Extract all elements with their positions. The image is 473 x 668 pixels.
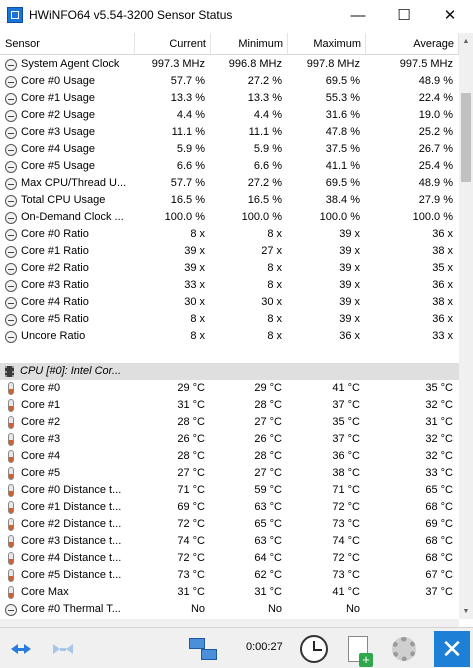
sensor-label: On-Demand Clock ... <box>21 211 124 223</box>
sensor-label: Core #1 <box>21 399 61 411</box>
elapsed-timer: 0:00:27 <box>246 641 283 653</box>
average-value-cell: 25.4 % <box>418 160 453 172</box>
average-value-cell: 26.7 % <box>418 143 453 155</box>
table-row[interactable] <box>0 448 459 465</box>
cpu-chip-icon <box>5 366 14 377</box>
thermometer-icon <box>8 433 14 446</box>
maximum-value-cell: No <box>345 603 360 615</box>
current-value-cell: 57.7 % <box>170 177 205 189</box>
clock-icon <box>5 59 17 71</box>
maximum-value-cell: 72 °C <box>332 501 360 513</box>
table-row[interactable] <box>0 243 459 260</box>
clock-icon <box>5 246 17 258</box>
sensor-name-cell <box>0 192 135 209</box>
sensor-name-cell <box>0 124 135 141</box>
current-value-cell: 100.0 % <box>164 211 205 223</box>
expand-arrows-button[interactable] <box>46 640 80 658</box>
maximum-value-cell: 36 °C <box>332 450 360 462</box>
maximum-value-cell: 39 x <box>339 245 360 257</box>
sensor-name-cell <box>0 550 135 567</box>
maximum-value-cell: 38 °C <box>332 467 360 479</box>
clock-icon <box>5 297 17 309</box>
table-row[interactable] <box>0 294 459 311</box>
current-value-cell: 997.3 MHz <box>151 58 205 70</box>
bottom-toolbar <box>0 627 473 668</box>
average-value-cell: 36 x <box>432 313 453 325</box>
collapse-arrows-button[interactable] <box>4 640 38 658</box>
current-value-cell: 28 °C <box>177 416 205 428</box>
average-value-cell: 31 °C <box>425 416 453 428</box>
maximum-value-cell: 41.1 % <box>325 160 360 172</box>
average-value-cell: 22.4 % <box>418 92 453 104</box>
sensor-label: Core #4 <box>21 450 61 462</box>
table-row[interactable] <box>0 175 459 192</box>
minimum-value-cell: 28 °C <box>254 399 282 411</box>
blank-row <box>0 345 459 363</box>
maximum-value-cell: 72 °C <box>332 552 360 564</box>
sensor-name-cell <box>0 482 135 499</box>
sensor-name-cell <box>0 533 135 550</box>
current-value-cell: 5.9 % <box>176 143 205 155</box>
current-value-cell: 8 x <box>190 330 205 342</box>
average-value-cell: 35 °C <box>425 382 453 394</box>
clock-icon <box>5 331 17 343</box>
minimum-value-cell: 6.6 % <box>253 160 282 172</box>
minimum-value-cell: 27 °C <box>254 467 282 479</box>
maximum-value-cell: 100.0 % <box>319 211 360 223</box>
thermometer-icon <box>8 467 14 480</box>
minimum-value-cell: 26 °C <box>254 433 282 445</box>
sensor-label: Core #5 Usage <box>21 160 95 172</box>
maximum-value-cell: 73 °C <box>332 518 360 530</box>
average-value-cell: 38 x <box>432 296 453 308</box>
sensor-label: Core #5 Distance t... <box>21 569 122 581</box>
minimum-value-cell: 63 °C <box>254 501 282 513</box>
maximum-value-cell: 39 x <box>339 228 360 240</box>
sensor-name-cell <box>0 397 135 414</box>
table-row[interactable] <box>0 192 459 209</box>
maximum-value-cell: 31.6 % <box>325 109 360 121</box>
sensor-label: Core #3 Usage <box>21 126 95 138</box>
average-value-cell: 68 °C <box>425 501 453 513</box>
sensor-label: Core #0 <box>21 382 61 394</box>
average-value-cell: 68 °C <box>425 552 453 564</box>
sensor-label: Core #0 Thermal T... <box>21 603 121 615</box>
arrow-right-icon <box>24 644 31 654</box>
thermometer-icon <box>8 552 14 565</box>
average-value-cell: 68 °C <box>425 535 453 547</box>
thermometer-icon <box>8 416 14 429</box>
average-value-cell: 19.0 % <box>418 109 453 121</box>
minimum-value-cell: 31 °C <box>254 586 282 598</box>
column-header-current[interactable]: Current <box>135 33 211 55</box>
minimum-value-cell: 62 °C <box>254 569 282 581</box>
current-value-cell: 57.7 % <box>170 75 205 87</box>
minimum-value-cell: 100.0 % <box>241 211 282 223</box>
thermometer-icon <box>8 484 14 497</box>
log-start-button[interactable] <box>340 633 376 665</box>
maximum-value-cell: 37 °C <box>332 433 360 445</box>
close-button[interactable]: ✕ <box>443 7 457 24</box>
arrow-left-dim-icon <box>66 644 73 654</box>
current-value-cell: 31 °C <box>177 399 205 411</box>
scroll-up-arrow-icon[interactable]: ▲ <box>462 37 470 45</box>
maximum-value-cell: 74 °C <box>332 535 360 547</box>
average-value-cell: 48.9 % <box>418 177 453 189</box>
reset-timer-button[interactable] <box>296 633 332 665</box>
current-value-cell: 39 x <box>184 245 205 257</box>
sensor-label: Total CPU Usage <box>21 194 106 206</box>
window-controls <box>335 0 473 30</box>
current-value-cell: 33 x <box>184 279 205 291</box>
sensor-name-cell <box>0 175 135 192</box>
sensor-table[interactable] <box>0 56 459 619</box>
minimum-value-cell: 30 x <box>261 296 282 308</box>
clock-icon <box>5 604 17 616</box>
minimum-value-cell: 27 °C <box>254 416 282 428</box>
current-value-cell: 39 x <box>184 262 205 274</box>
add-log-file-icon <box>348 636 368 662</box>
current-value-cell: 16.5 % <box>170 194 205 206</box>
average-value-cell: 36 x <box>432 228 453 240</box>
maximum-value-cell: 41 °C <box>332 382 360 394</box>
current-value-cell: 31 °C <box>177 586 205 598</box>
thermometer-icon <box>8 399 14 412</box>
sensor-label: Core #0 Usage <box>21 75 95 87</box>
scroll-down-arrow-icon[interactable]: ▼ <box>462 607 470 615</box>
sensor-name-cell <box>0 294 135 311</box>
table-row[interactable] <box>0 226 459 243</box>
sensor-label: Core #5 Ratio <box>21 313 89 325</box>
current-value-cell: 4.4 % <box>176 109 205 121</box>
thermometer-icon <box>8 586 14 599</box>
clock-icon <box>5 280 17 292</box>
sensor-name-cell <box>0 363 135 380</box>
scrollbar-thumb[interactable] <box>461 93 471 182</box>
average-value-cell: 67 °C <box>425 569 453 581</box>
average-value-cell: 36 x <box>432 279 453 291</box>
sensor-label: Max CPU/Thread U... <box>21 177 127 189</box>
clock-icon <box>5 178 17 190</box>
table-row[interactable] <box>0 431 459 448</box>
maximum-value-cell: 39 x <box>339 313 360 325</box>
window-title: HWiNFO64 v5.54-3200 Sensor Status <box>29 8 233 22</box>
sensor-label: Core #1 Distance t... <box>21 501 122 513</box>
sensor-label: Core #3 <box>21 433 61 445</box>
network-computers-icon <box>189 636 219 662</box>
maximum-value-cell: 39 x <box>339 279 360 291</box>
maximum-value-cell: 69.5 % <box>325 177 360 189</box>
current-value-cell: 8 x <box>190 228 205 240</box>
table-row[interactable] <box>0 90 459 107</box>
average-value-cell: 32 °C <box>425 433 453 445</box>
average-value-cell: 25.2 % <box>418 126 453 138</box>
table-row[interactable] <box>0 465 459 482</box>
close-x-icon: ✕ <box>434 631 470 667</box>
table-row[interactable] <box>0 277 459 294</box>
clock-icon <box>5 127 17 139</box>
average-value-cell: 65 °C <box>425 484 453 496</box>
table-row[interactable] <box>0 209 459 226</box>
current-value-cell: No <box>190 603 205 615</box>
sensor-group-row[interactable] <box>0 363 459 380</box>
sensor-label: Core #3 Distance t... <box>21 535 122 547</box>
settings-button[interactable] <box>386 633 422 665</box>
table-row[interactable] <box>0 158 459 175</box>
maximum-value-cell: 69.5 % <box>325 75 360 87</box>
sensor-label: Core #0 Distance t... <box>21 484 122 496</box>
current-value-cell: 74 °C <box>177 535 205 547</box>
sensor-name-cell <box>0 73 135 90</box>
sensor-name-cell <box>0 158 135 175</box>
average-value-cell: 33 °C <box>425 467 453 479</box>
current-value-cell: 69 °C <box>177 501 205 513</box>
sensor-name-cell <box>0 431 135 448</box>
average-value-cell: 38 x <box>432 245 453 257</box>
column-header-minimum[interactable]: Minimum <box>211 33 288 55</box>
current-value-cell: 28 °C <box>177 450 205 462</box>
thermometer-icon <box>8 535 14 548</box>
sensor-name-cell <box>0 141 135 158</box>
thermometer-icon <box>8 501 14 514</box>
current-value-cell: 26 °C <box>177 433 205 445</box>
table-row[interactable] <box>0 516 459 533</box>
clock-icon <box>300 635 328 663</box>
clock-icon <box>5 229 17 241</box>
sensor-name-cell <box>0 311 135 328</box>
clock-icon <box>5 212 17 224</box>
sensor-label: Core #2 Distance t... <box>21 518 122 530</box>
sensor-name-cell <box>0 516 135 533</box>
current-value-cell: 72 °C <box>177 518 205 530</box>
hwinfo-app-icon <box>7 7 23 23</box>
table-row[interactable] <box>0 414 459 431</box>
minimum-value-cell: 59 °C <box>254 484 282 496</box>
maximize-button[interactable]: ☐ <box>397 7 411 24</box>
average-value-cell: 32 °C <box>425 450 453 462</box>
title-bar[interactable] <box>0 0 473 30</box>
minimum-value-cell: 27.2 % <box>247 75 282 87</box>
sensor-name-cell <box>0 414 135 431</box>
sensor-name-cell <box>0 328 135 345</box>
sensor-name-cell <box>0 499 135 516</box>
table-row[interactable] <box>0 567 459 584</box>
average-value-cell <box>366 601 459 618</box>
minimum-value-cell: 63 °C <box>254 535 282 547</box>
average-value-cell: 27.9 % <box>418 194 453 206</box>
minimum-value-cell: 27 x <box>261 245 282 257</box>
sensor-name-cell <box>0 90 135 107</box>
minimum-value-cell: 8 x <box>267 313 282 325</box>
sensor-label: CPU [#0]: Intel Cor... <box>20 365 122 377</box>
clock-icon <box>5 195 17 207</box>
current-value-cell: 27 °C <box>177 467 205 479</box>
maximum-value-cell: 997.8 MHz <box>306 58 360 70</box>
average-value-cell: 48.9 % <box>418 75 453 87</box>
clock-icon <box>5 314 17 326</box>
maximum-value-cell: 73 °C <box>332 569 360 581</box>
minimum-value-cell: 5.9 % <box>253 143 282 155</box>
current-value-cell: 73 °C <box>177 569 205 581</box>
network-button[interactable] <box>186 633 222 665</box>
minimum-value-cell: 8 x <box>267 228 282 240</box>
minimum-value-cell: 29 °C <box>254 382 282 394</box>
minimum-value-cell: 8 x <box>267 330 282 342</box>
sensor-name-cell <box>0 601 135 618</box>
table-row[interactable] <box>0 56 459 73</box>
sensor-label: Core #4 Ratio <box>21 296 89 308</box>
maximum-value-cell: 55.3 % <box>325 92 360 104</box>
table-row[interactable] <box>0 260 459 277</box>
sensor-label: Core Max <box>21 586 69 598</box>
sensor-name-cell <box>0 226 135 243</box>
minimum-value-cell: 8 x <box>267 262 282 274</box>
table-row[interactable] <box>0 124 459 141</box>
clock-icon <box>5 263 17 275</box>
clock-icon <box>5 110 17 122</box>
minimum-value-cell: 64 °C <box>254 552 282 564</box>
table-row[interactable] <box>0 311 459 328</box>
thermometer-icon <box>8 569 14 582</box>
maximum-value-cell: 39 x <box>339 262 360 274</box>
maximum-value-cell: 36 x <box>339 330 360 342</box>
thermometer-icon <box>8 382 14 395</box>
sensor-label: Uncore Ratio <box>21 330 86 342</box>
average-value-cell: 35 x <box>432 262 453 274</box>
current-value-cell: 29 °C <box>177 382 205 394</box>
maximum-value-cell: 71 °C <box>332 484 360 496</box>
maximum-value-cell: 37.5 % <box>325 143 360 155</box>
sensor-name-cell <box>0 56 135 73</box>
clock-icon <box>5 93 17 105</box>
current-value-cell: 11.1 % <box>171 126 205 138</box>
column-header <box>0 33 459 55</box>
current-value-cell: 13.3 % <box>170 92 205 104</box>
sensor-name-cell <box>0 209 135 226</box>
average-value-cell: 997.5 MHz <box>399 58 453 70</box>
table-row[interactable] <box>0 533 459 550</box>
sensor-label: Core #2 Usage <box>21 109 95 121</box>
column-header-average[interactable]: Average <box>366 33 459 55</box>
column-header-sensor[interactable]: Sensor <box>0 33 135 55</box>
current-value-cell: 71 °C <box>177 484 205 496</box>
table-row[interactable] <box>0 584 459 601</box>
current-value-cell: 8 x <box>190 313 205 325</box>
gear-icon <box>392 637 416 661</box>
table-row[interactable] <box>0 380 459 397</box>
sensor-label: Core #0 Ratio <box>21 228 89 240</box>
clock-icon <box>5 161 17 173</box>
average-value-cell: 33 x <box>432 330 453 342</box>
vertical-scrollbar[interactable] <box>459 33 473 619</box>
sensor-name-cell <box>0 107 135 124</box>
maximum-value-cell: 35 °C <box>332 416 360 428</box>
table-row[interactable] <box>0 107 459 124</box>
arrow-left-icon <box>11 644 18 654</box>
current-value-cell: 30 x <box>184 296 205 308</box>
minimum-value-cell: 13.3 % <box>247 92 282 104</box>
sensor-name-cell <box>0 567 135 584</box>
close-sensors-button[interactable] <box>433 631 471 667</box>
clock-icon <box>5 144 17 156</box>
clock-icon <box>5 76 17 88</box>
sensor-label: Core #2 Ratio <box>21 262 89 274</box>
table-row[interactable] <box>0 601 459 618</box>
table-row[interactable] <box>0 550 459 567</box>
maximum-value-cell: 41 °C <box>332 586 360 598</box>
minimum-value-cell: 27.2 % <box>247 177 282 189</box>
sensor-label: Core #1 Usage <box>21 92 95 104</box>
table-row[interactable] <box>0 499 459 516</box>
maximum-value-cell: 38.4 % <box>325 194 360 206</box>
maximum-value-cell: 47.8 % <box>325 126 360 138</box>
thermometer-icon <box>8 450 14 463</box>
table-row[interactable] <box>0 73 459 90</box>
sensor-label: Core #2 <box>21 416 61 428</box>
current-value-cell: 72 °C <box>177 552 205 564</box>
average-value-cell: 100.0 % <box>412 211 453 223</box>
maximum-value-cell: 37 °C <box>332 399 360 411</box>
minimize-button[interactable]: — <box>350 6 366 24</box>
horizontal-scrollbar[interactable] <box>0 619 459 627</box>
table-row[interactable] <box>0 482 459 499</box>
average-value-cell: 32 °C <box>425 399 453 411</box>
sensor-name-cell <box>0 448 135 465</box>
minimum-value-cell: 16.5 % <box>247 194 282 206</box>
sensor-name-cell <box>0 260 135 277</box>
sensor-label: Core #4 Distance t... <box>21 552 122 564</box>
table-row[interactable] <box>0 328 459 345</box>
sensor-name-cell <box>0 243 135 260</box>
thermometer-icon <box>8 518 14 531</box>
minimum-value-cell: No <box>267 603 282 615</box>
sensor-name-cell <box>0 380 135 397</box>
average-value-cell: 69 °C <box>425 518 453 530</box>
sensor-name-cell <box>0 277 135 294</box>
minimum-value-cell: 996.8 MHz <box>228 58 282 70</box>
current-value-cell: 6.6 % <box>176 160 205 172</box>
column-header-maximum[interactable]: Maximum <box>288 33 366 55</box>
minimum-value-cell: 8 x <box>267 279 282 291</box>
table-row[interactable] <box>0 397 459 414</box>
sensor-label: Core #4 Usage <box>21 143 95 155</box>
minimum-value-cell: 11.1 % <box>248 126 282 138</box>
minimum-value-cell: 65 °C <box>254 518 282 530</box>
sensor-name-cell <box>0 584 135 601</box>
arrow-right-dim-icon <box>53 644 60 654</box>
sensor-label: System Agent Clock <box>21 58 120 70</box>
sensor-label: Core #1 Ratio <box>21 245 89 257</box>
sensor-name-cell <box>0 465 135 482</box>
table-row[interactable] <box>0 141 459 158</box>
average-value-cell: 37 °C <box>425 586 453 598</box>
minimum-value-cell: 28 °C <box>254 450 282 462</box>
maximum-value-cell: 39 x <box>339 296 360 308</box>
sensor-label: Core #3 Ratio <box>21 279 89 291</box>
minimum-value-cell: 4.4 % <box>253 109 282 121</box>
sensor-label: Core #5 <box>21 467 61 479</box>
